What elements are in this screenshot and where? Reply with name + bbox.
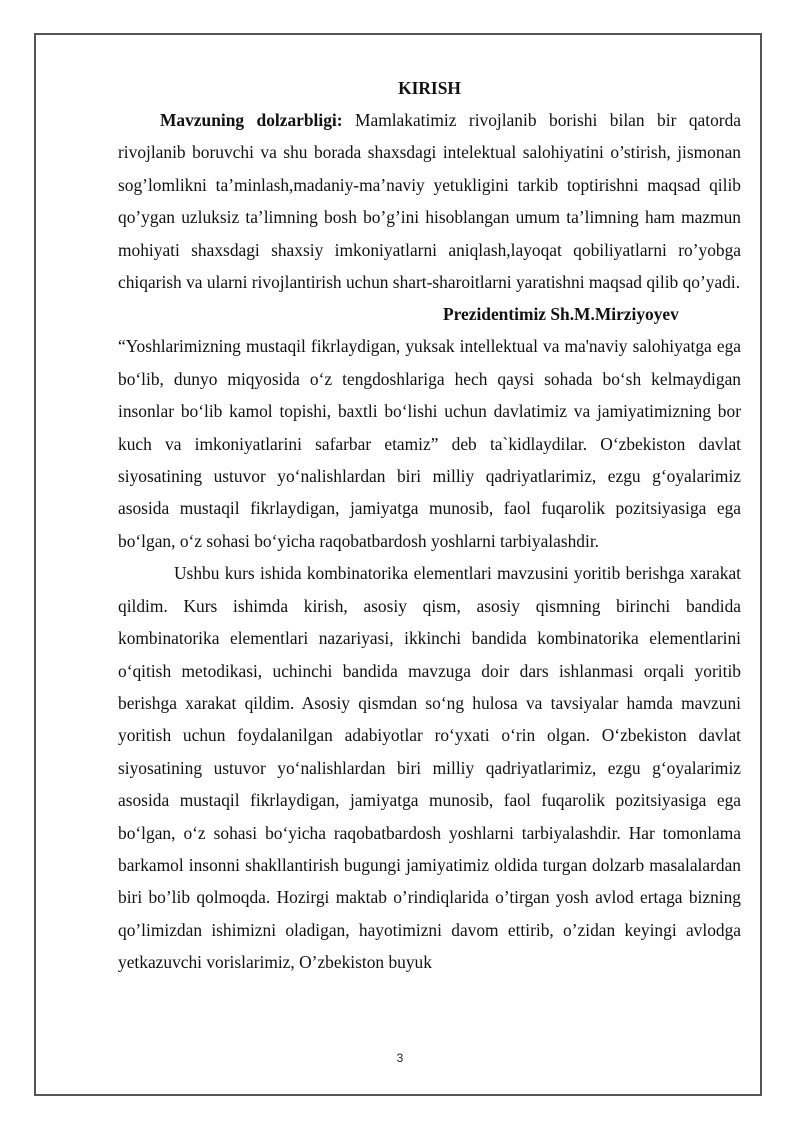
quote-paragraph: “Yoshlarimizning mustaqil fikrlaydigan, yuksak intellektual va ma'naviy salohiyatga ega bo‘lib, dunyo miqyosida o‘z tengdoshlariga hech qaysi sohada bo‘sh kelmaydigan insonlar bo‘lib kamol topishi, baxtli bo‘lishi uchun davlatimiz va jamiyatimizning bor kuch va imkoniyatlarini safarbar etamiz” deb ta`kidlaydilar. O‘zbekiston davlat siyosatining ustuvor yo‘nalishlardan biri milliy qadriyatlarimiz, ezgu g‘oyalarimiz asosida mustaqil fikrlaydigan, jamiyatga munosib, faol fuqarolik pozitsiyasiga ega bo‘lgan, o‘z sohasi bo‘yicha raqobatbardosh yoshlarni tarbiyalashdir. xyxy=(118,336,741,551)
relevance-lead: Mavzuning dolzarbligi: xyxy=(160,110,343,130)
relevance-text: Mamlakatimiz rivojlanib borishi bilan bir qatorda rivojlanib boruvchi va shu borada shaxsdagi intelektual salohiyatini o’stirish, jismonan sog’lomlikni ta’minlash,madaniy-ma’naviy yetukligini tarkib toptirishni maqsad qilib qo’ygan uzluksiz ta’limning bosh bo’g’ini hisoblangan umum ta’limning ham mazmun mohiyati shaxsdagi shaxsiy imkoniyatlarni aniqlash,layoqat qobiliyatlarni ro’yobga chiqarish va ularni rivojlantirish uchun shart-sharoitlarni yaratishni maqsad qilib qo’yadi. xyxy=(118,110,741,293)
course-paragraph: Ushbu kurs ishida kombinatorika elementlari mavzusini yoritib berishga xarakat qildim. Kurs ishimda kirish, asosiy qism, asosiy qismning birinchi bandida kombinatorika elementlari nazariyasi, ikkinchi bandida kombinatorika elementlarini o‘qitish metodikasi, uchinchi bandida mavzuga doir dars ishlanmasi orqali yoritib berishga xarakat qildim. Asosiy qismdan so‘ng hulosa va tavsiyalar hamda mavzuni yoritish uchun foydalanilgan adabiyotlar ro‘yxati o‘rin olgan. O‘zbekiston davlat siyosatining ustuvor yo‘nalishlardan biri milliy qadriyatlarimiz, ezgu g‘oyalarimiz asosida mustaqil fikrlaydigan, jamiyatga munosib, faol fuqarolik pozitsiyasiga ega bo‘lgan, o‘z sohasi bo‘yicha raqobatbardosh yoshlarni tarbiyalashdir. Har tomonlama barkamol insonni shakllantirish bugungi jamiyatimiz oldida turgan dolzarb masalalardan biri bo’lib qolmoqda. Hozirgi maktab o’rindiqlarida o’tirgan yosh avlod ertaga bizning qo’limizdan ishimizni oladigan, hayotimizni davom ettirib, o’zidan keyingi avlodga yetkazuvchi vorislarimiz, O’zbekiston buyuk xyxy=(118,563,741,973)
document-body xyxy=(118,72,741,979)
page-number: 3 xyxy=(396,1051,404,1065)
relevance-paragraph xyxy=(118,104,741,298)
section-heading: KIRISH xyxy=(398,78,461,98)
author-attribution: Prezidentimiz Sh.M.Mirziyoyev xyxy=(443,304,679,325)
